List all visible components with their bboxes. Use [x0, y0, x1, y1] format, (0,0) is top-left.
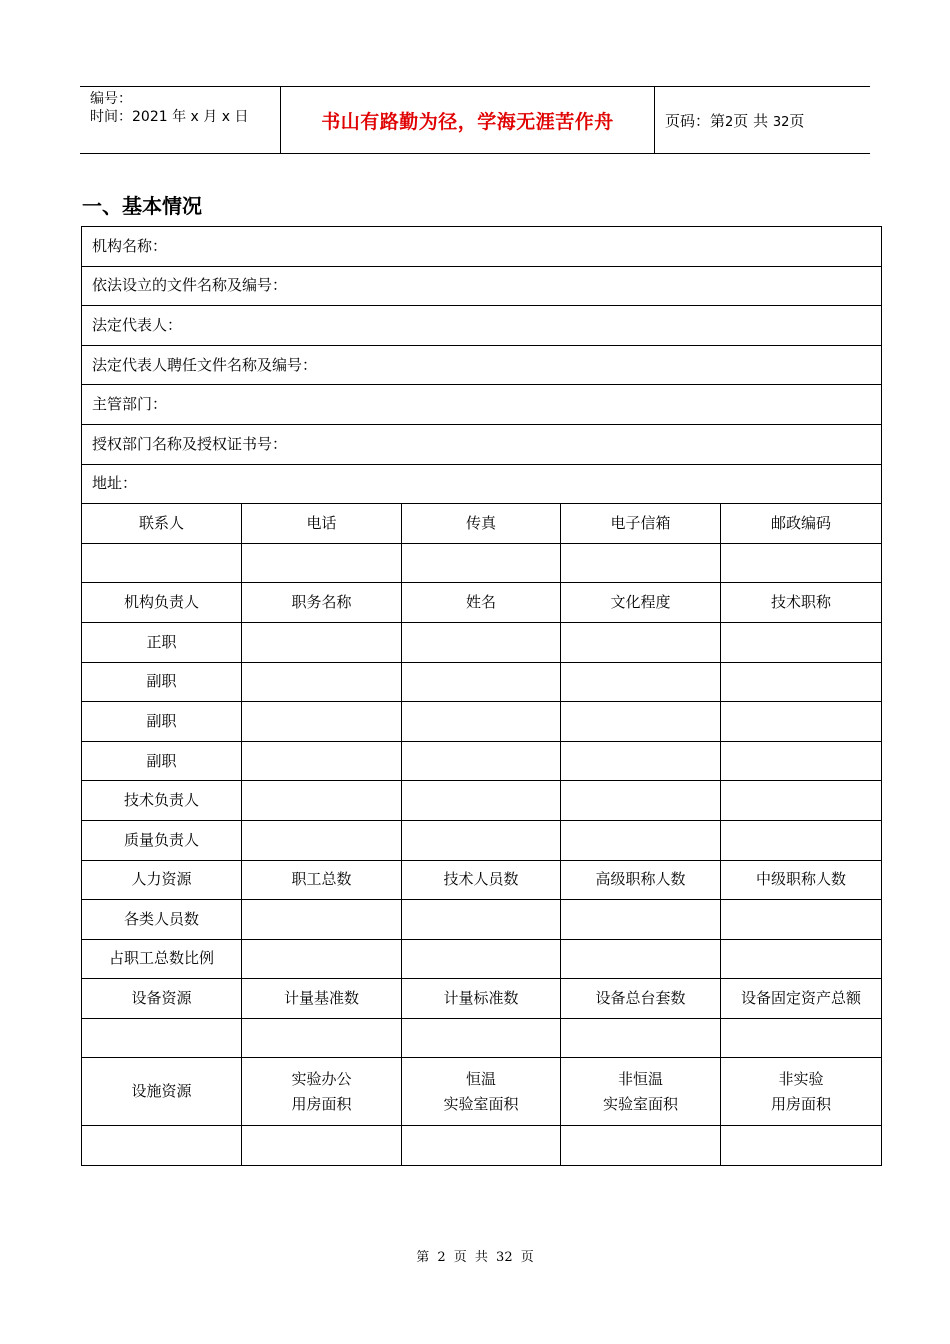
table-row: [82, 702, 882, 742]
input-cell[interactable]: [402, 781, 561, 821]
header-page-cell: [655, 87, 870, 153]
input-cell[interactable]: [561, 662, 721, 702]
legal-document-field[interactable]: 依法设立的文件名称及编号：: [82, 266, 882, 306]
facility-header-row: [82, 1058, 882, 1126]
row-label: 占职工总数比例: [82, 939, 242, 979]
supervisor-dept-field[interactable]: 主管部门：: [82, 385, 882, 425]
row-label: 副职: [82, 702, 242, 742]
input-cell[interactable]: [402, 820, 561, 860]
input-cell[interactable]: [561, 820, 721, 860]
input-cell[interactable]: [561, 781, 721, 821]
header-cell: 实验办公 用房面积: [242, 1058, 402, 1126]
header-cell: 文化程度: [561, 583, 721, 623]
input-cell[interactable]: [561, 900, 721, 940]
input-cell[interactable]: [242, 1126, 402, 1166]
page-indicator: 页码：第2页 共 32页: [665, 111, 805, 130]
input-cell[interactable]: [402, 622, 561, 662]
header-cell: 人力资源: [82, 860, 242, 900]
header-cell: 非实验 用房面积: [721, 1058, 882, 1126]
input-cell[interactable]: [721, 702, 882, 742]
contact-input-row: [82, 543, 882, 583]
section-title: 一、基本情况: [82, 194, 202, 218]
input-cell[interactable]: [561, 741, 721, 781]
header-cell: 设备总台套数: [561, 979, 721, 1019]
header-cell: 技术职称: [721, 583, 882, 623]
input-cell[interactable]: [721, 1018, 882, 1058]
input-cell[interactable]: [82, 543, 242, 583]
row-label: 质量负责人: [82, 820, 242, 860]
contact-header-row: [82, 504, 882, 544]
header-cell: 高级职称人数: [561, 860, 721, 900]
header-cell: 机构负责人: [82, 583, 242, 623]
hr-header-row: [82, 860, 882, 900]
legal-rep-field[interactable]: 法定代表人：: [82, 306, 882, 346]
legal-rep-appointment-field[interactable]: 法定代表人聘任文件名称及编号：: [82, 345, 882, 385]
input-cell[interactable]: [721, 1126, 882, 1166]
table-row: [82, 662, 882, 702]
input-cell[interactable]: [242, 1018, 402, 1058]
input-cell[interactable]: [402, 662, 561, 702]
header-cell: 电子信箱: [561, 504, 721, 544]
authorization-field[interactable]: 授权部门名称及授权证书号：: [82, 424, 882, 464]
input-cell[interactable]: [721, 781, 882, 821]
header-cell: 职务名称: [242, 583, 402, 623]
input-cell[interactable]: [721, 820, 882, 860]
row-label: 技术负责人: [82, 781, 242, 821]
input-cell[interactable]: [242, 543, 402, 583]
input-cell[interactable]: [242, 939, 402, 979]
header-cell: 恒温 实验室面积: [402, 1058, 561, 1126]
table-row: [82, 781, 882, 821]
input-cell[interactable]: [561, 939, 721, 979]
header-cell: 中级职称人数: [721, 860, 882, 900]
header-cell: 邮政编码: [721, 504, 882, 544]
input-cell[interactable]: [242, 820, 402, 860]
number-label: 编号：: [90, 91, 132, 107]
header-cell: 设施资源: [82, 1058, 242, 1126]
header-cell: 电话: [242, 504, 402, 544]
motto-text: 书山有路勤为径，学海无涯苦作舟: [321, 110, 614, 133]
page-current: 2: [725, 114, 734, 130]
table-row: [82, 622, 882, 662]
input-cell[interactable]: [402, 702, 561, 742]
input-cell[interactable]: [721, 741, 882, 781]
header-cell: 设备资源: [82, 979, 242, 1019]
page-header: [80, 86, 870, 154]
input-cell[interactable]: [561, 702, 721, 742]
row-label: 正职: [82, 622, 242, 662]
header-cell: 传真: [402, 504, 561, 544]
input-cell[interactable]: [402, 1126, 561, 1166]
basic-info-table: [81, 226, 882, 1166]
input-cell[interactable]: [721, 622, 882, 662]
input-cell[interactable]: [561, 622, 721, 662]
header-cell: 技术人员数: [402, 860, 561, 900]
input-cell[interactable]: [82, 1126, 242, 1166]
input-cell[interactable]: [721, 939, 882, 979]
input-cell[interactable]: [242, 741, 402, 781]
input-cell[interactable]: [721, 900, 882, 940]
header-cell: 姓名: [402, 583, 561, 623]
leader-header-row: [82, 583, 882, 623]
input-cell[interactable]: [561, 1018, 721, 1058]
table-row: [82, 900, 882, 940]
facility-input-row: [82, 1126, 882, 1166]
input-cell[interactable]: [242, 900, 402, 940]
input-cell[interactable]: [402, 741, 561, 781]
row-label: 副职: [82, 662, 242, 702]
header-cell: 设备固定资产总额: [721, 979, 882, 1019]
header-motto-cell: [281, 87, 655, 153]
input-cell[interactable]: [721, 543, 882, 583]
input-cell[interactable]: [721, 662, 882, 702]
table-row: [82, 741, 882, 781]
header-meta-cell: [80, 87, 281, 153]
input-cell[interactable]: [561, 543, 721, 583]
input-cell[interactable]: [402, 900, 561, 940]
equipment-header-row: [82, 979, 882, 1019]
equipment-input-row: [82, 1018, 882, 1058]
input-cell[interactable]: [242, 622, 402, 662]
header-cell: 联系人: [82, 504, 242, 544]
header-cell: 计量基准数: [242, 979, 402, 1019]
header-cell: 非恒温 实验室面积: [561, 1058, 721, 1126]
input-cell[interactable]: [82, 1018, 242, 1058]
org-name-field[interactable]: 机构名称：: [82, 227, 882, 267]
row-label: 副职: [82, 741, 242, 781]
row-label: 各类人员数: [82, 900, 242, 940]
input-cell[interactable]: [402, 543, 561, 583]
header-cell: 计量标准数: [402, 979, 561, 1019]
input-cell[interactable]: [402, 939, 561, 979]
input-cell[interactable]: [561, 1126, 721, 1166]
header-cell: 职工总数: [242, 860, 402, 900]
time-label: 时间：2021 年 x 月 x 日: [90, 109, 249, 125]
input-cell[interactable]: [242, 702, 402, 742]
input-cell[interactable]: [242, 781, 402, 821]
table-row: [82, 820, 882, 860]
page-footer: 第 2 页 共 32 页: [416, 1250, 534, 1265]
address-field[interactable]: 地址：: [82, 464, 882, 504]
table-row: [82, 939, 882, 979]
page-total: 32: [772, 114, 790, 130]
input-cell[interactable]: [402, 1018, 561, 1058]
input-cell[interactable]: [242, 662, 402, 702]
